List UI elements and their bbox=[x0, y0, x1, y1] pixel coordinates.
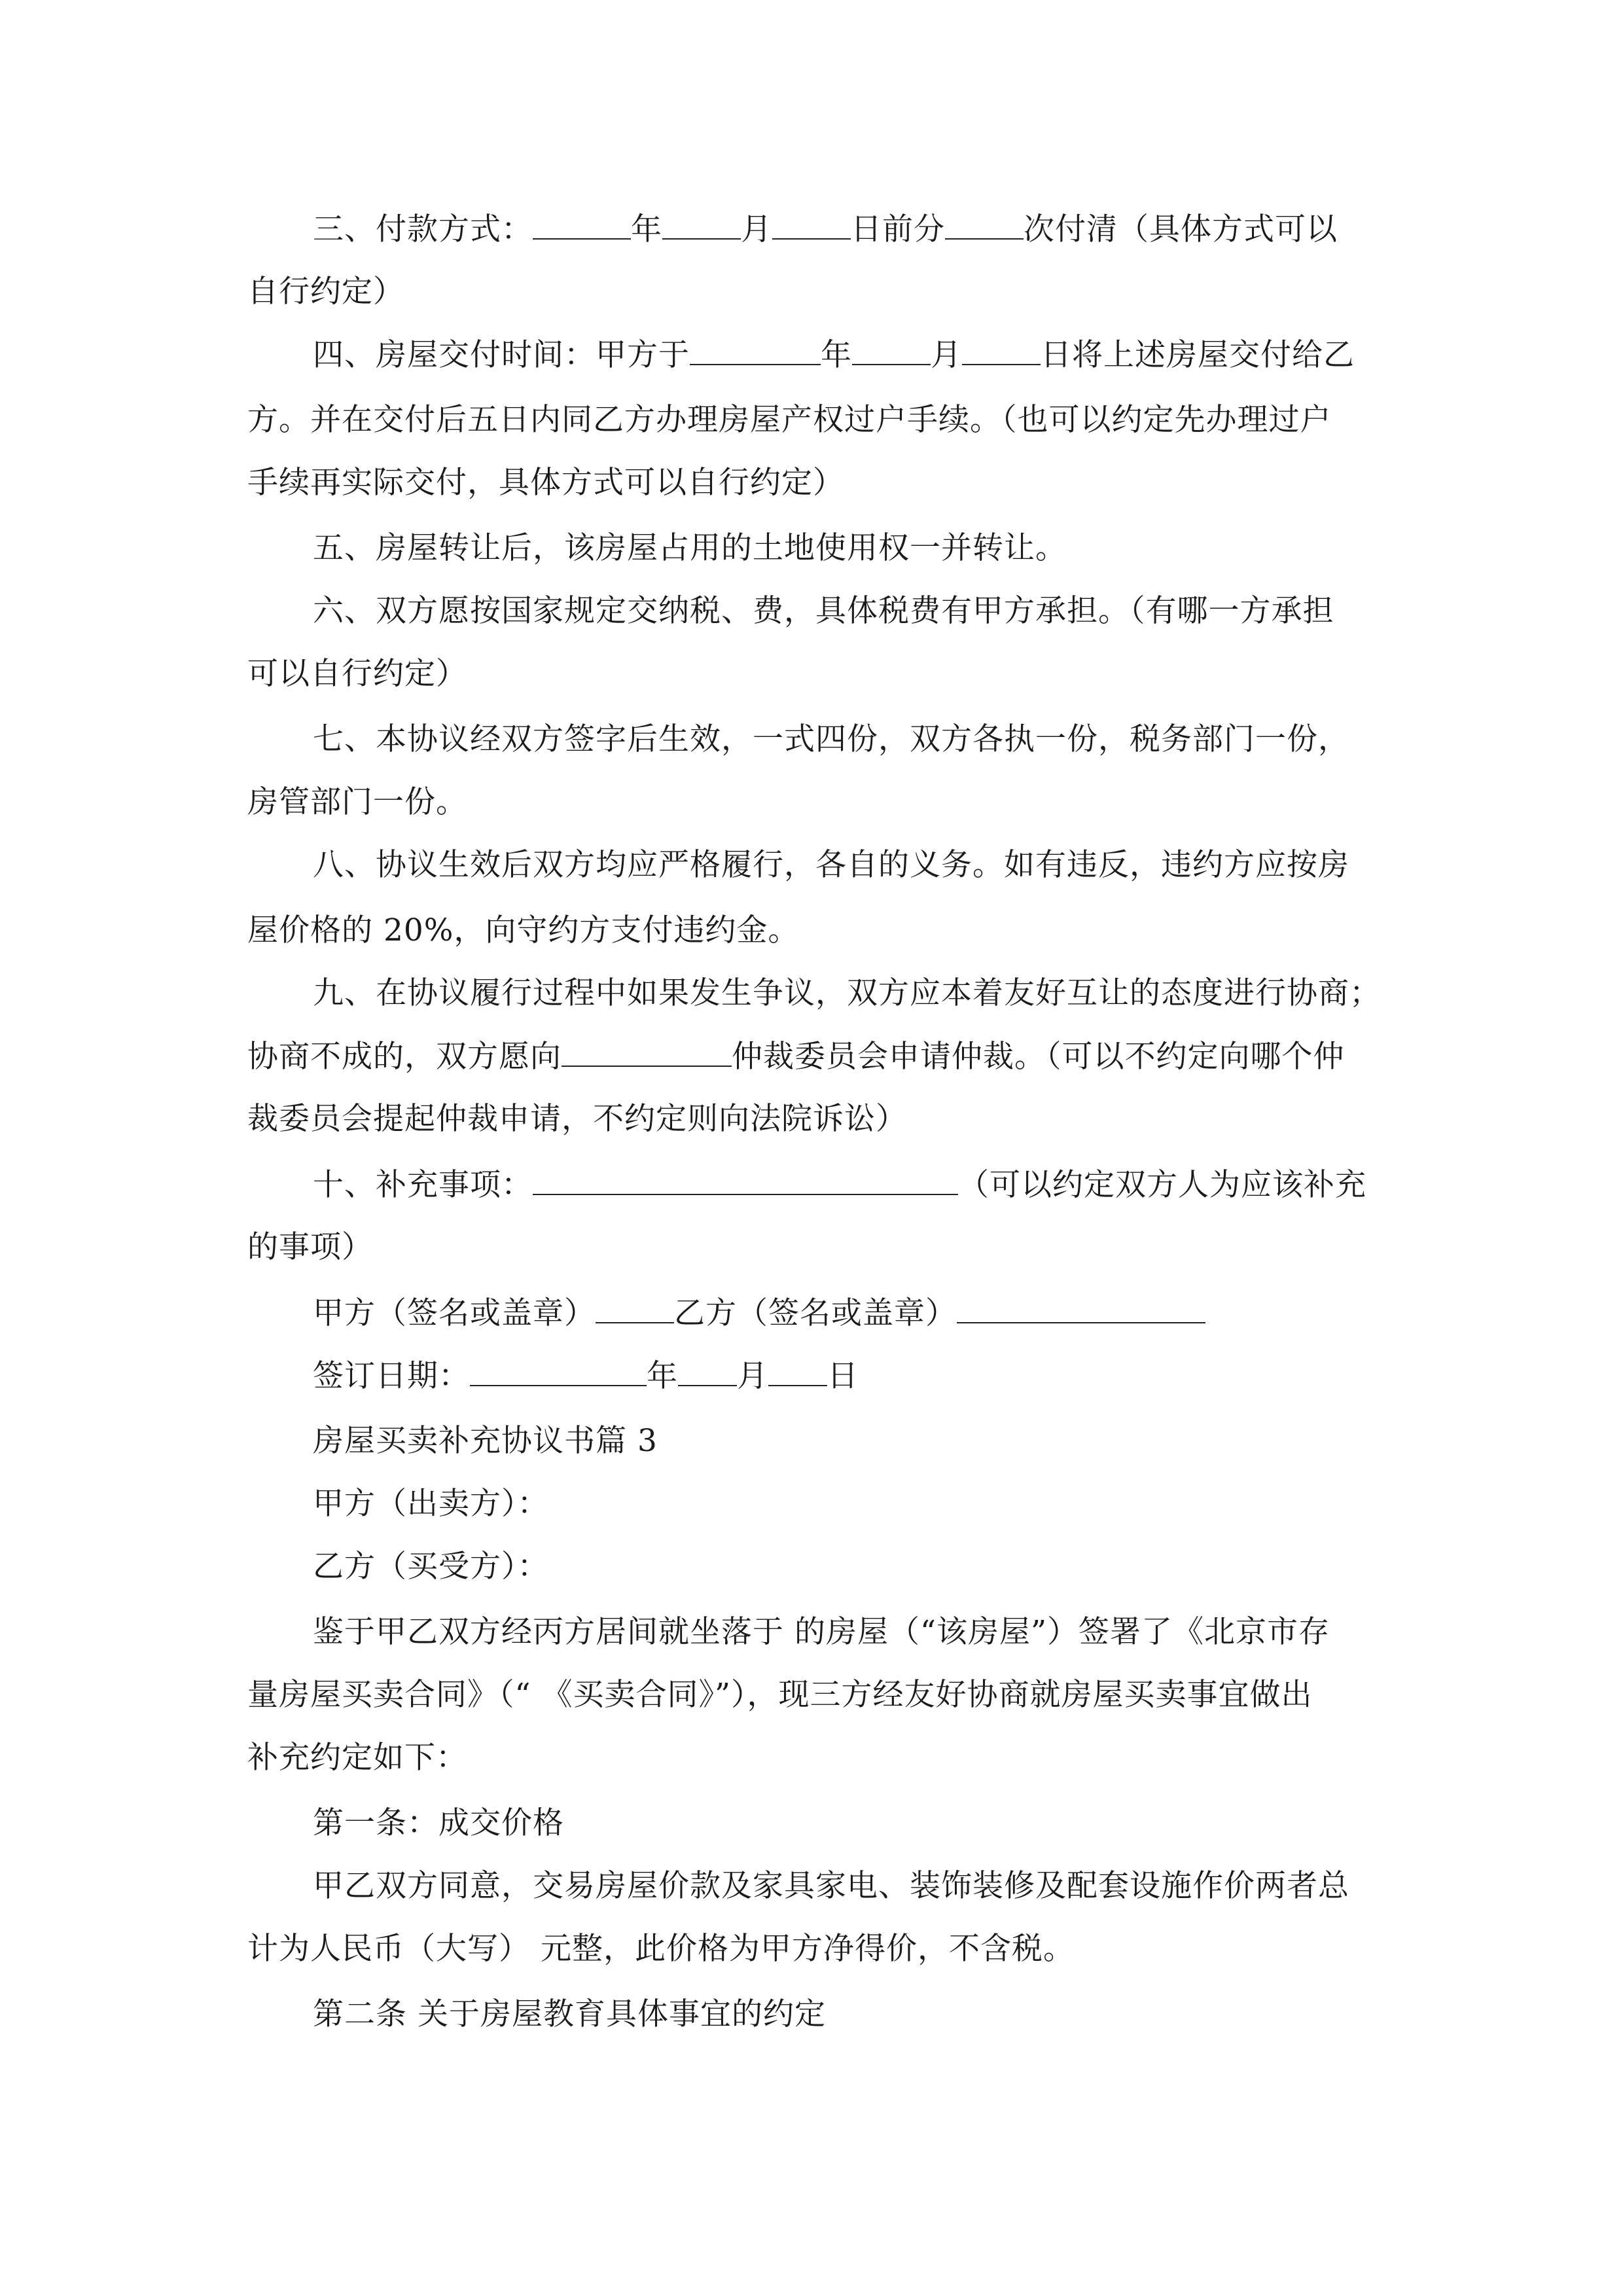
month-blank bbox=[678, 1356, 737, 1386]
clause-6-line-2: 可以自行约定） bbox=[247, 656, 467, 692]
clause-9-line-2 bbox=[247, 1037, 1345, 1077]
clause-10-tail: （可以约定双方人为应该补充 bbox=[958, 1167, 1366, 1203]
year-blank bbox=[470, 1356, 647, 1386]
party-a-line: 甲方（出卖方）： bbox=[313, 1486, 549, 1522]
clause-8-line-1: 八、协议生效后双方均应严格履行，各自的义务。如有违反，违约方应按房 bbox=[313, 847, 1349, 883]
clause-5: 五、房屋转让后，该房屋占用的土地使用权一并转让。 bbox=[313, 530, 1067, 566]
clause-3-tail: 次付清（具体方式可以 bbox=[1024, 211, 1338, 247]
article-1-title: 第一条：成交价格 bbox=[313, 1805, 564, 1841]
day-blank bbox=[768, 1356, 827, 1386]
clause-4-line-3: 手续再实际交付，具体方式可以自行约定） bbox=[247, 465, 844, 501]
party-a-signature-blank bbox=[596, 1293, 674, 1323]
article-1-line-2: 计为人民币（大写） 元整，此价格为甲方净得价，不含税。 bbox=[247, 1931, 1075, 1967]
clause-7-line-1: 七、本协议经双方签字后生效，一式四份，双方各执一份，税务部门一份， bbox=[313, 721, 1349, 757]
year-text: 年 bbox=[647, 1358, 678, 1394]
recital-line-2: 量房屋买卖合同》（“ 《买卖合同》”），现三方经友好协商就房屋买卖事宜做出 bbox=[247, 1677, 1313, 1713]
clause-10-line-1 bbox=[313, 1165, 1366, 1205]
party-b-signature-label: 乙方（签名或盖章） bbox=[674, 1295, 957, 1331]
day-blank bbox=[962, 335, 1041, 365]
article-2-title: 第二条 关于房屋教育具体事宜的约定 bbox=[313, 1996, 826, 2032]
clause-7-line-2: 房管部门一份。 bbox=[247, 784, 467, 820]
clause-4-line-2: 方。并在交付后五日内同乙方办理房屋产权过户手续。（也可以约定先办理过户 bbox=[247, 402, 1332, 438]
year-text: 年 bbox=[821, 337, 852, 373]
clause-9-tail: 仲裁委员会申请仲裁。（可以不约定向哪个仲 bbox=[732, 1039, 1345, 1075]
signing-date-label: 签订日期： bbox=[313, 1358, 470, 1394]
clause-4-line-1 bbox=[313, 335, 1355, 375]
party-b-line: 乙方（买受方）： bbox=[313, 1549, 549, 1585]
day-text: 日 bbox=[827, 1358, 859, 1394]
month-text: 月 bbox=[931, 337, 962, 373]
clause-3-label: 三、付款方式： bbox=[313, 211, 533, 247]
clause-6-line-1: 六、双方愿按国家规定交纳税、费，具体税费有甲方承担。（有哪一方承担 bbox=[313, 593, 1334, 629]
year-blank bbox=[533, 209, 631, 240]
clause-8-line-2: 屋价格的 20%，向守约方支付违约金。 bbox=[247, 912, 800, 948]
signing-date-line bbox=[313, 1356, 859, 1396]
supplement-blank bbox=[533, 1165, 958, 1195]
clause-4-label: 四、房屋交付时间：甲方于 bbox=[313, 337, 690, 373]
recital-line-1: 鉴于甲乙双方经丙方居间就坐落于 的房屋（“该房屋”）签署了《北京市存 bbox=[313, 1614, 1330, 1650]
year-text: 年 bbox=[631, 211, 662, 247]
month-blank bbox=[852, 335, 931, 365]
day-text: 日前分 bbox=[851, 211, 945, 247]
clause-3-line-2: 自行约定） bbox=[247, 274, 404, 310]
clause-10-line-2: 的事项） bbox=[247, 1229, 373, 1265]
month-text: 月 bbox=[741, 211, 772, 247]
party-a-signature-label: 甲方（签名或盖章） bbox=[313, 1295, 596, 1331]
clause-3-line-1 bbox=[313, 209, 1338, 249]
section-title: 房屋买卖补充协议书篇 3 bbox=[313, 1423, 658, 1459]
signature-line bbox=[313, 1293, 1205, 1333]
article-1-line-1: 甲乙双方同意，交易房屋价款及家具家电、装饰装修及配套设施作价两者总 bbox=[313, 1868, 1349, 1904]
month-blank bbox=[662, 209, 741, 240]
clause-9-lead: 协商不成的，双方愿向 bbox=[247, 1039, 562, 1075]
times-blank bbox=[945, 209, 1024, 240]
clause-9-line-1: 九、在协议履行过程中如果发生争议，双方应本着友好互让的态度进行协商； bbox=[313, 975, 1381, 1011]
month-text: 月 bbox=[737, 1358, 768, 1394]
year-blank bbox=[690, 335, 821, 365]
party-b-signature-blank bbox=[957, 1293, 1205, 1323]
day-blank bbox=[772, 209, 851, 240]
arbitration-blank bbox=[562, 1037, 732, 1067]
clause-10-label: 十、补充事项： bbox=[313, 1167, 533, 1203]
clause-4-tail: 日将上述房屋交付给乙 bbox=[1041, 337, 1355, 373]
recital-line-3: 补充约定如下： bbox=[247, 1740, 467, 1776]
clause-9-line-3: 裁委员会提起仲裁申请，不约定则向法院诉讼） bbox=[247, 1101, 907, 1137]
